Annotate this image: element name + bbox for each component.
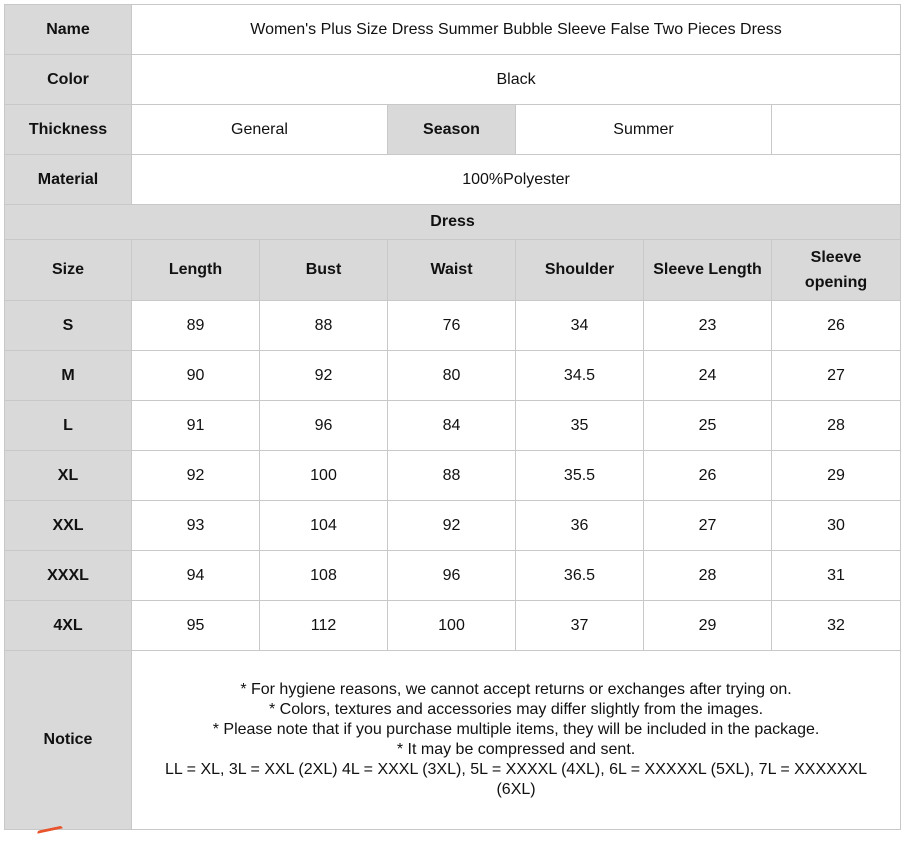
size-row xyxy=(5,501,901,551)
material-row xyxy=(5,155,901,205)
size-cell: 4XL xyxy=(5,601,132,651)
size-rows xyxy=(5,301,901,651)
empty-cell xyxy=(772,105,901,155)
notice-text xyxy=(132,651,901,830)
measurement-cell: 93 xyxy=(132,501,260,551)
size-row xyxy=(5,601,901,651)
measurement-cell: 30 xyxy=(772,501,901,551)
name-row xyxy=(5,5,901,55)
measurement-cell: 88 xyxy=(260,301,388,351)
measurement-cell: 100 xyxy=(388,601,516,651)
measurement-cell: 91 xyxy=(132,401,260,451)
measurement-cell: 35 xyxy=(516,401,644,451)
color-value: Black xyxy=(132,55,901,105)
measurement-cell: 96 xyxy=(388,551,516,601)
measurement-cell: 80 xyxy=(388,351,516,401)
measurement-cell: 112 xyxy=(260,601,388,651)
thickness-label: Thickness xyxy=(5,105,132,155)
name-value: Women's Plus Size Dress Summer Bubble Sleeve False Two Pieces Dress xyxy=(132,5,901,55)
measurement-cell: 96 xyxy=(260,401,388,451)
measurement-cell: 24 xyxy=(644,351,772,401)
notice-line: * Colors, textures and accessories may differ slightly from the images. xyxy=(268,701,764,718)
section-title: Dress xyxy=(5,205,901,240)
measurement-cell: 92 xyxy=(260,351,388,401)
size-cell: XL xyxy=(5,451,132,501)
measurement-cell: 92 xyxy=(388,501,516,551)
measurement-cell: 104 xyxy=(260,501,388,551)
notice-line: * For hygiene reasons, we cannot accept returns or exchanges after trying on. xyxy=(240,681,792,698)
measurement-cell: 31 xyxy=(772,551,901,601)
season-value: Summer xyxy=(516,105,772,155)
notice-label: Notice xyxy=(5,651,132,830)
measurement-cell: 26 xyxy=(644,451,772,501)
color-label: Color xyxy=(5,55,132,105)
notice-row xyxy=(5,651,901,830)
header-shoulder: Shoulder xyxy=(516,240,644,301)
measurement-cell: 26 xyxy=(772,301,901,351)
measurement-cell: 95 xyxy=(132,601,260,651)
measurement-cell: 92 xyxy=(132,451,260,501)
notice-line: * It may be compressed and sent. xyxy=(396,741,636,758)
header-size: Size xyxy=(5,240,132,301)
section-title-row xyxy=(5,205,901,240)
size-row xyxy=(5,401,901,451)
measurement-cell: 37 xyxy=(516,601,644,651)
measurement-cell: 25 xyxy=(644,401,772,451)
notice-line: * Please note that if you purchase multiple items, they will be included in the package. xyxy=(212,721,820,738)
size-row xyxy=(5,301,901,351)
material-value: 100%Polyester xyxy=(132,155,901,205)
size-cell: XXL xyxy=(5,501,132,551)
header-sleeve-opening: Sleeve opening xyxy=(772,240,901,301)
measurement-cell: 29 xyxy=(772,451,901,501)
measurement-cell: 34 xyxy=(516,301,644,351)
season-label: Season xyxy=(388,105,516,155)
measurement-cell: 23 xyxy=(644,301,772,351)
header-bust: Bust xyxy=(260,240,388,301)
measurement-cell: 35.5 xyxy=(516,451,644,501)
size-cell: XXXL xyxy=(5,551,132,601)
product-spec-table xyxy=(4,4,901,830)
header-sleeve-length: Sleeve Length xyxy=(644,240,772,301)
measurement-cell: 27 xyxy=(644,501,772,551)
measurement-cell: 90 xyxy=(132,351,260,401)
notice-line: LL = XL, 3L = XXL (2XL) 4L = XXXL (3XL), 5L = XXXXL (4XL), 6L = XXXXXL (5XL), 7L = XXXXXXL (6XL) xyxy=(165,761,868,798)
measurement-cell: 27 xyxy=(772,351,901,401)
measurement-cell: 100 xyxy=(260,451,388,501)
size-header-row xyxy=(5,240,901,301)
header-waist: Waist xyxy=(388,240,516,301)
measurement-cell: 36 xyxy=(516,501,644,551)
size-cell: S xyxy=(5,301,132,351)
measurement-cell: 84 xyxy=(388,401,516,451)
color-row xyxy=(5,55,901,105)
measurement-cell: 76 xyxy=(388,301,516,351)
measurement-cell: 28 xyxy=(772,401,901,451)
measurement-cell: 89 xyxy=(132,301,260,351)
size-cell: L xyxy=(5,401,132,451)
size-row xyxy=(5,551,901,601)
measurement-cell: 28 xyxy=(644,551,772,601)
measurement-cell: 29 xyxy=(644,601,772,651)
measurement-cell: 88 xyxy=(388,451,516,501)
size-row xyxy=(5,451,901,501)
thickness-value: General xyxy=(132,105,388,155)
material-label: Material xyxy=(5,155,132,205)
header-length: Length xyxy=(132,240,260,301)
measurement-cell: 108 xyxy=(260,551,388,601)
measurement-cell: 34.5 xyxy=(516,351,644,401)
measurement-cell: 94 xyxy=(132,551,260,601)
name-label: Name xyxy=(5,5,132,55)
thickness-season-row xyxy=(5,105,901,155)
measurement-cell: 32 xyxy=(772,601,901,651)
size-row xyxy=(5,351,901,401)
size-cell: M xyxy=(5,351,132,401)
measurement-cell: 36.5 xyxy=(516,551,644,601)
